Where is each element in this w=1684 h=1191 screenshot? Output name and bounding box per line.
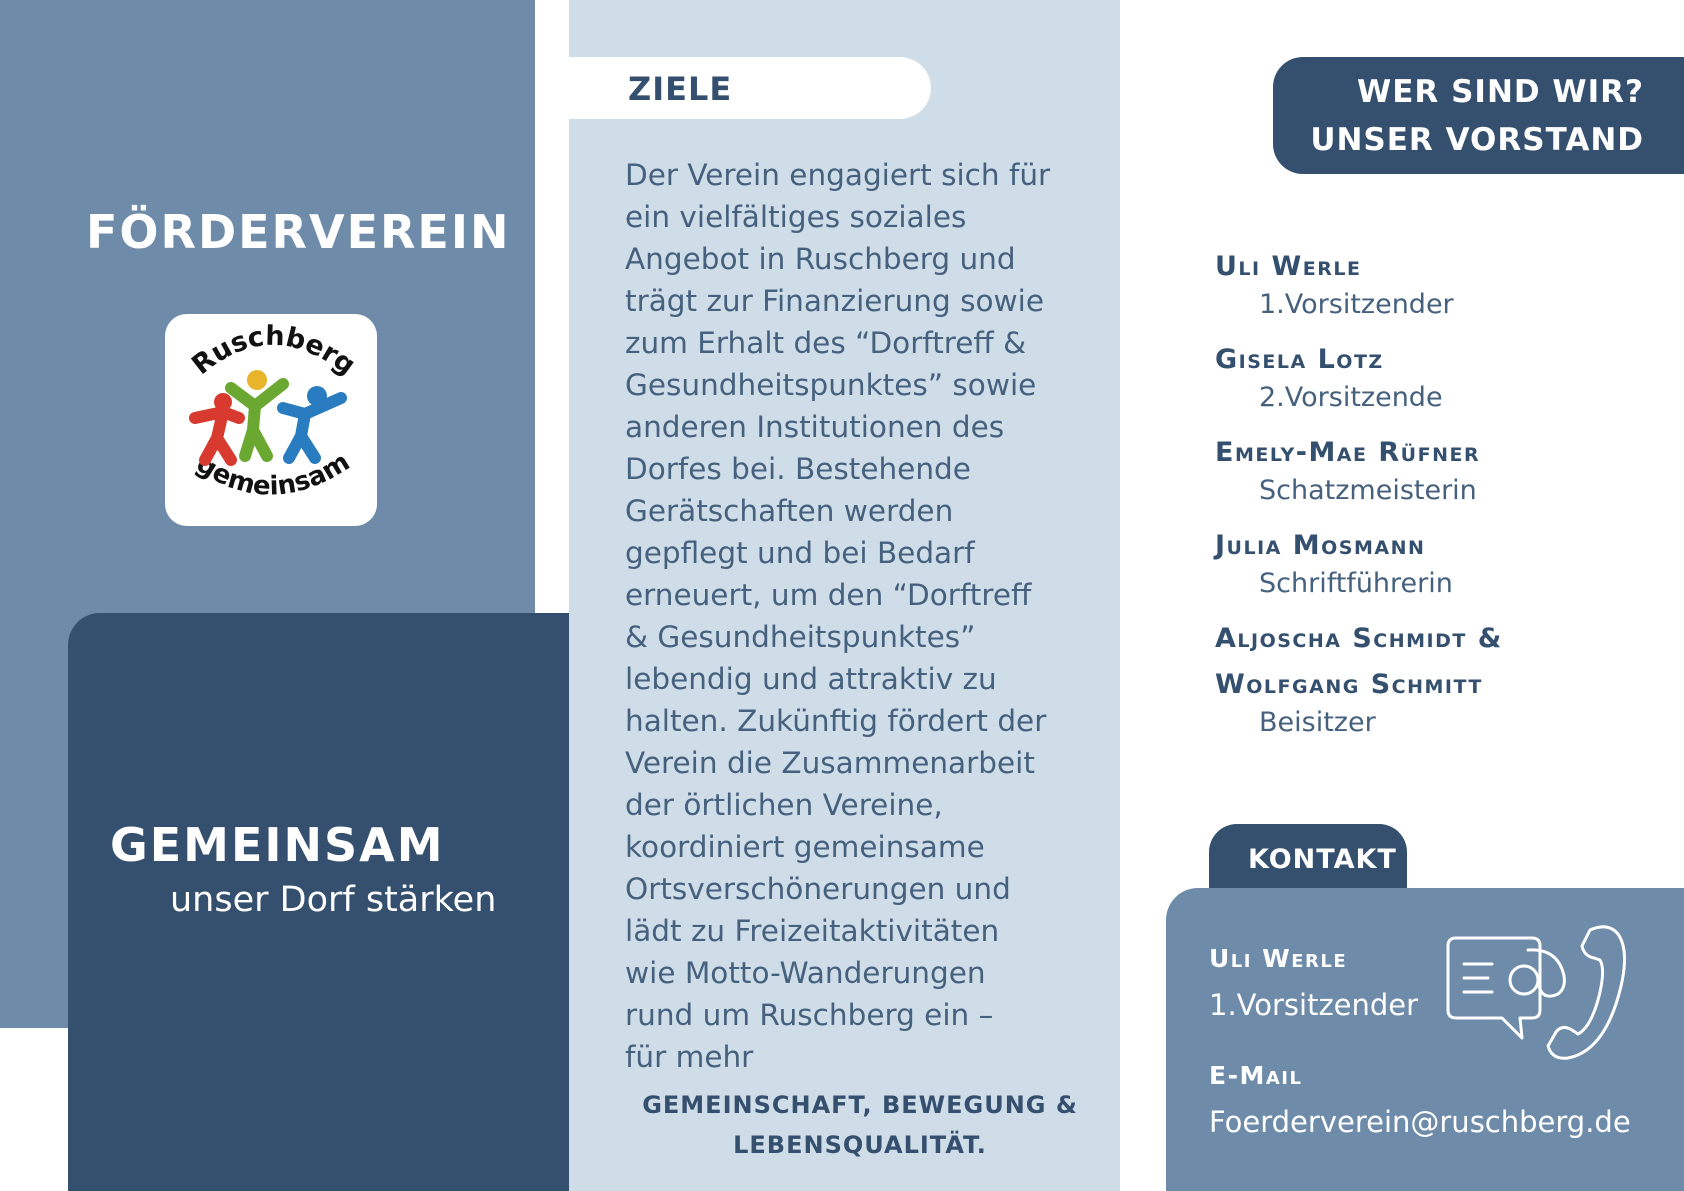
member-name: Aljoscha Schmidt & Wolfgang Schmitt <box>1215 623 1503 700</box>
member-name: Julia Mosmann <box>1215 530 1426 561</box>
member-item <box>1215 523 1453 599</box>
logo-bottom-text: gemeinsam <box>190 446 356 502</box>
ziele-closing: GEMEINSCHAFT, BEWEGUNG & LEBENSQUALITÄT. <box>642 1091 1078 1159</box>
member-item <box>1215 616 1503 738</box>
brand-title: FÖRDERVEREIN <box>86 205 511 259</box>
member-item <box>1215 430 1480 506</box>
ziele-heading: ZIELE <box>628 70 733 108</box>
member-item <box>1215 337 1443 413</box>
vorstand-heading: WER SIND WIR? UNSER VORSTAND <box>1310 74 1644 158</box>
svg-text:gemeinsam <box>191 447 355 502</box>
email-label: E-Mail <box>1209 1061 1303 1090</box>
member-name: Emely-Mae Rüfner <box>1215 437 1481 468</box>
member-role: Schatzmeisterin <box>1259 475 1477 506</box>
slogan-sub: unser Dorf stärken <box>170 880 497 920</box>
logo-graphic <box>165 314 377 526</box>
ziele-body: Der Verein engagiert sich für ein vielfältiges soziales Angebot in Ruschberg und trägt zur Finanzierung sowie zum Erhalt des “Dorftreff & Gesundheitspunktes” sowie anderen Institutionen des Dorfes bei. Bestehende Gerätschaften werden gepflegt und bei Bedarf erneuert, um den “Dorftreff & Gesundheitspunktes” lebendig und attraktiv zu halten. Zukünftig fördert der Verein die Zusammenarbeit der örtlichen Vereine, koordiniert gemeinsame Ortsverschönerungen und lädt zu Freizeitaktivitäten wie Motto-Wanderungen rund um Ruschberg ein – für mehr <box>625 158 1051 1074</box>
member-role: 2.Vorsitzende <box>1259 382 1443 413</box>
member-role: 1.Vorsitzender <box>1259 289 1454 320</box>
email-phone-icon <box>1440 918 1640 1068</box>
member-role: Beisitzer <box>1259 707 1376 738</box>
slogan-main: GEMEINSAM <box>110 818 445 872</box>
ruschberg-logo <box>165 314 377 526</box>
ziele-heading-pill <box>569 57 931 119</box>
member-name: Uli Werle <box>1215 251 1362 282</box>
logo-top-text: Ruschberg <box>186 320 362 382</box>
svg-text:Ruschberg <box>186 321 361 381</box>
kontakt-heading: KONTAKT <box>1248 844 1397 875</box>
member-name: Gisela Lotz <box>1215 344 1384 375</box>
member-item <box>1215 244 1454 320</box>
kontakt-role: 1.Vorsitzender <box>1209 988 1419 1022</box>
member-role: Schriftführerin <box>1259 568 1453 599</box>
kontakt-name: Uli Werle <box>1209 944 1348 973</box>
email-address[interactable]: Foerderverein@ruschberg.de <box>1209 1105 1631 1139</box>
